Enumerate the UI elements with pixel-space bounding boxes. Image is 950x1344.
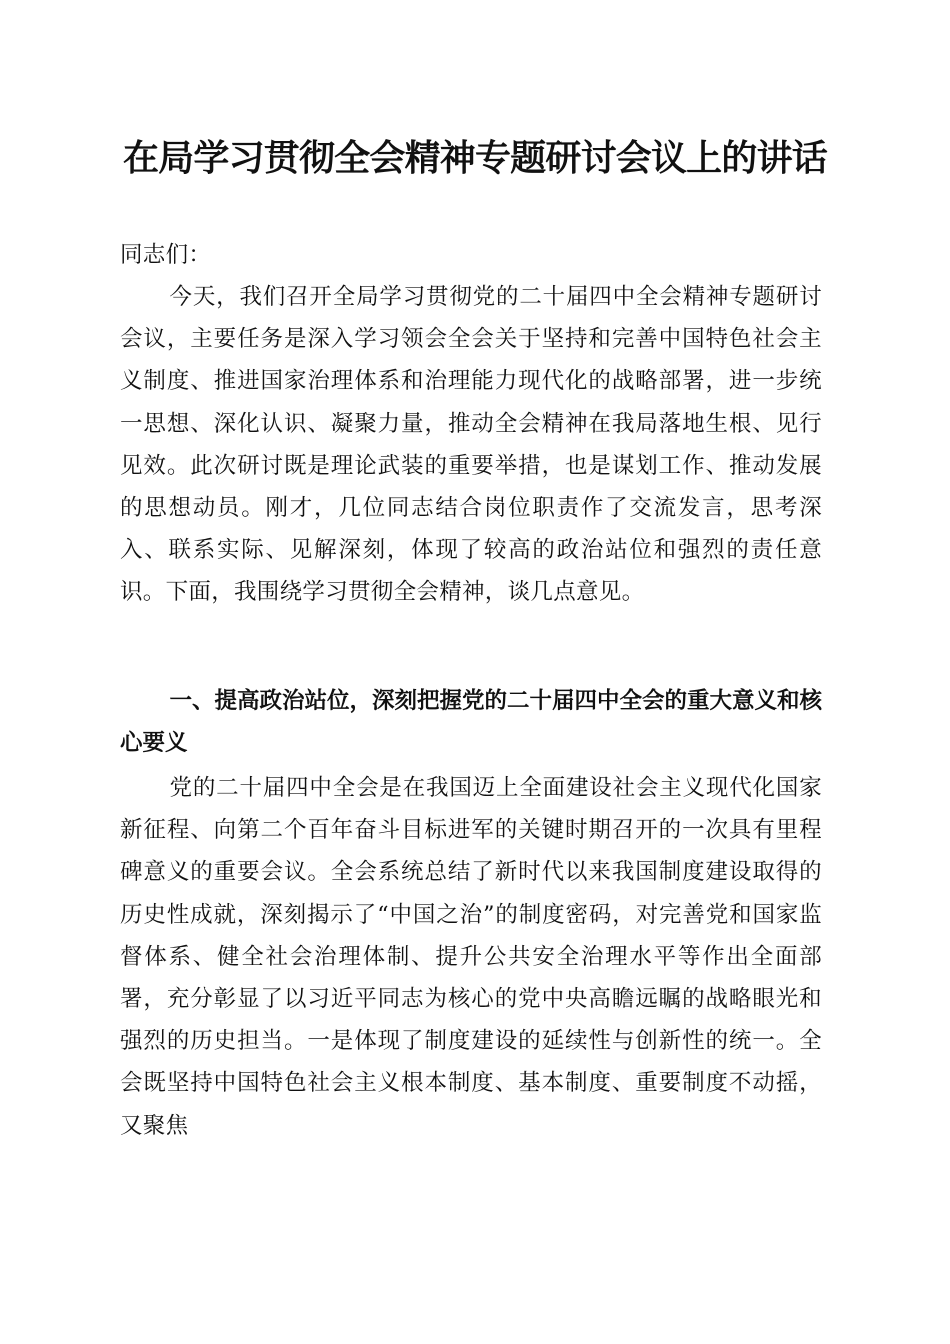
intro-paragraph: 今天，我们召开全局学习贯彻党的二十届四中全会精神专题研讨会议，主要任务是深入学习领会全会关于坚持和完善中国特色社会主义制度、推进国家治理体系和治理能力现代化的战略部署，进一步统一思想、深化认识、凝聚力量，推动全会精神在我局落地生根、见行见效。此次研讨既是理论武装的重要举措，也是谋划工作、推动发展的思想动员。刚才，几位同志结合岗位职责作了交流发言，思考深入、联系实际、见解深刻，体现了较高的政治站位和强烈的责任意识。下面，我围绕学习贯彻全会精神，谈几点意见。 <box>120 284 822 606</box>
section-heading: 一、提高政治站位，深刻把握党的二十届四中全会的重大意义和核心要义 <box>120 688 823 757</box>
section-paragraph: 党的二十届四中全会是在我国迈上全面建设社会主义现代化国家新征程、向第二个百年奋斗目标进军的关键时期召开的一次具有里程碑意义的重要会议。全会系统总结了新时代以来我国制度建设取得的历史性成就，深刻揭示了“中国之治”的制度密码，对完善党和国家监督体系、健全社会治理体制、提升公共安全治理水平等作出全面部署，充分彰显了以习近平同志为核心的党中央高瞻远瞩的战略眼光和强烈的历史担当。一是体现了制度建设的延续性与创新性的统一。全会既坚持中国特色社会主义根本制度、基本制度、重要制度不动摇，又聚焦 <box>120 775 822 1139</box>
greeting: 同志们： <box>120 242 212 268</box>
document-title: 在局学习贯彻全会精神专题研讨会议上的讲话 <box>122 137 827 179</box>
